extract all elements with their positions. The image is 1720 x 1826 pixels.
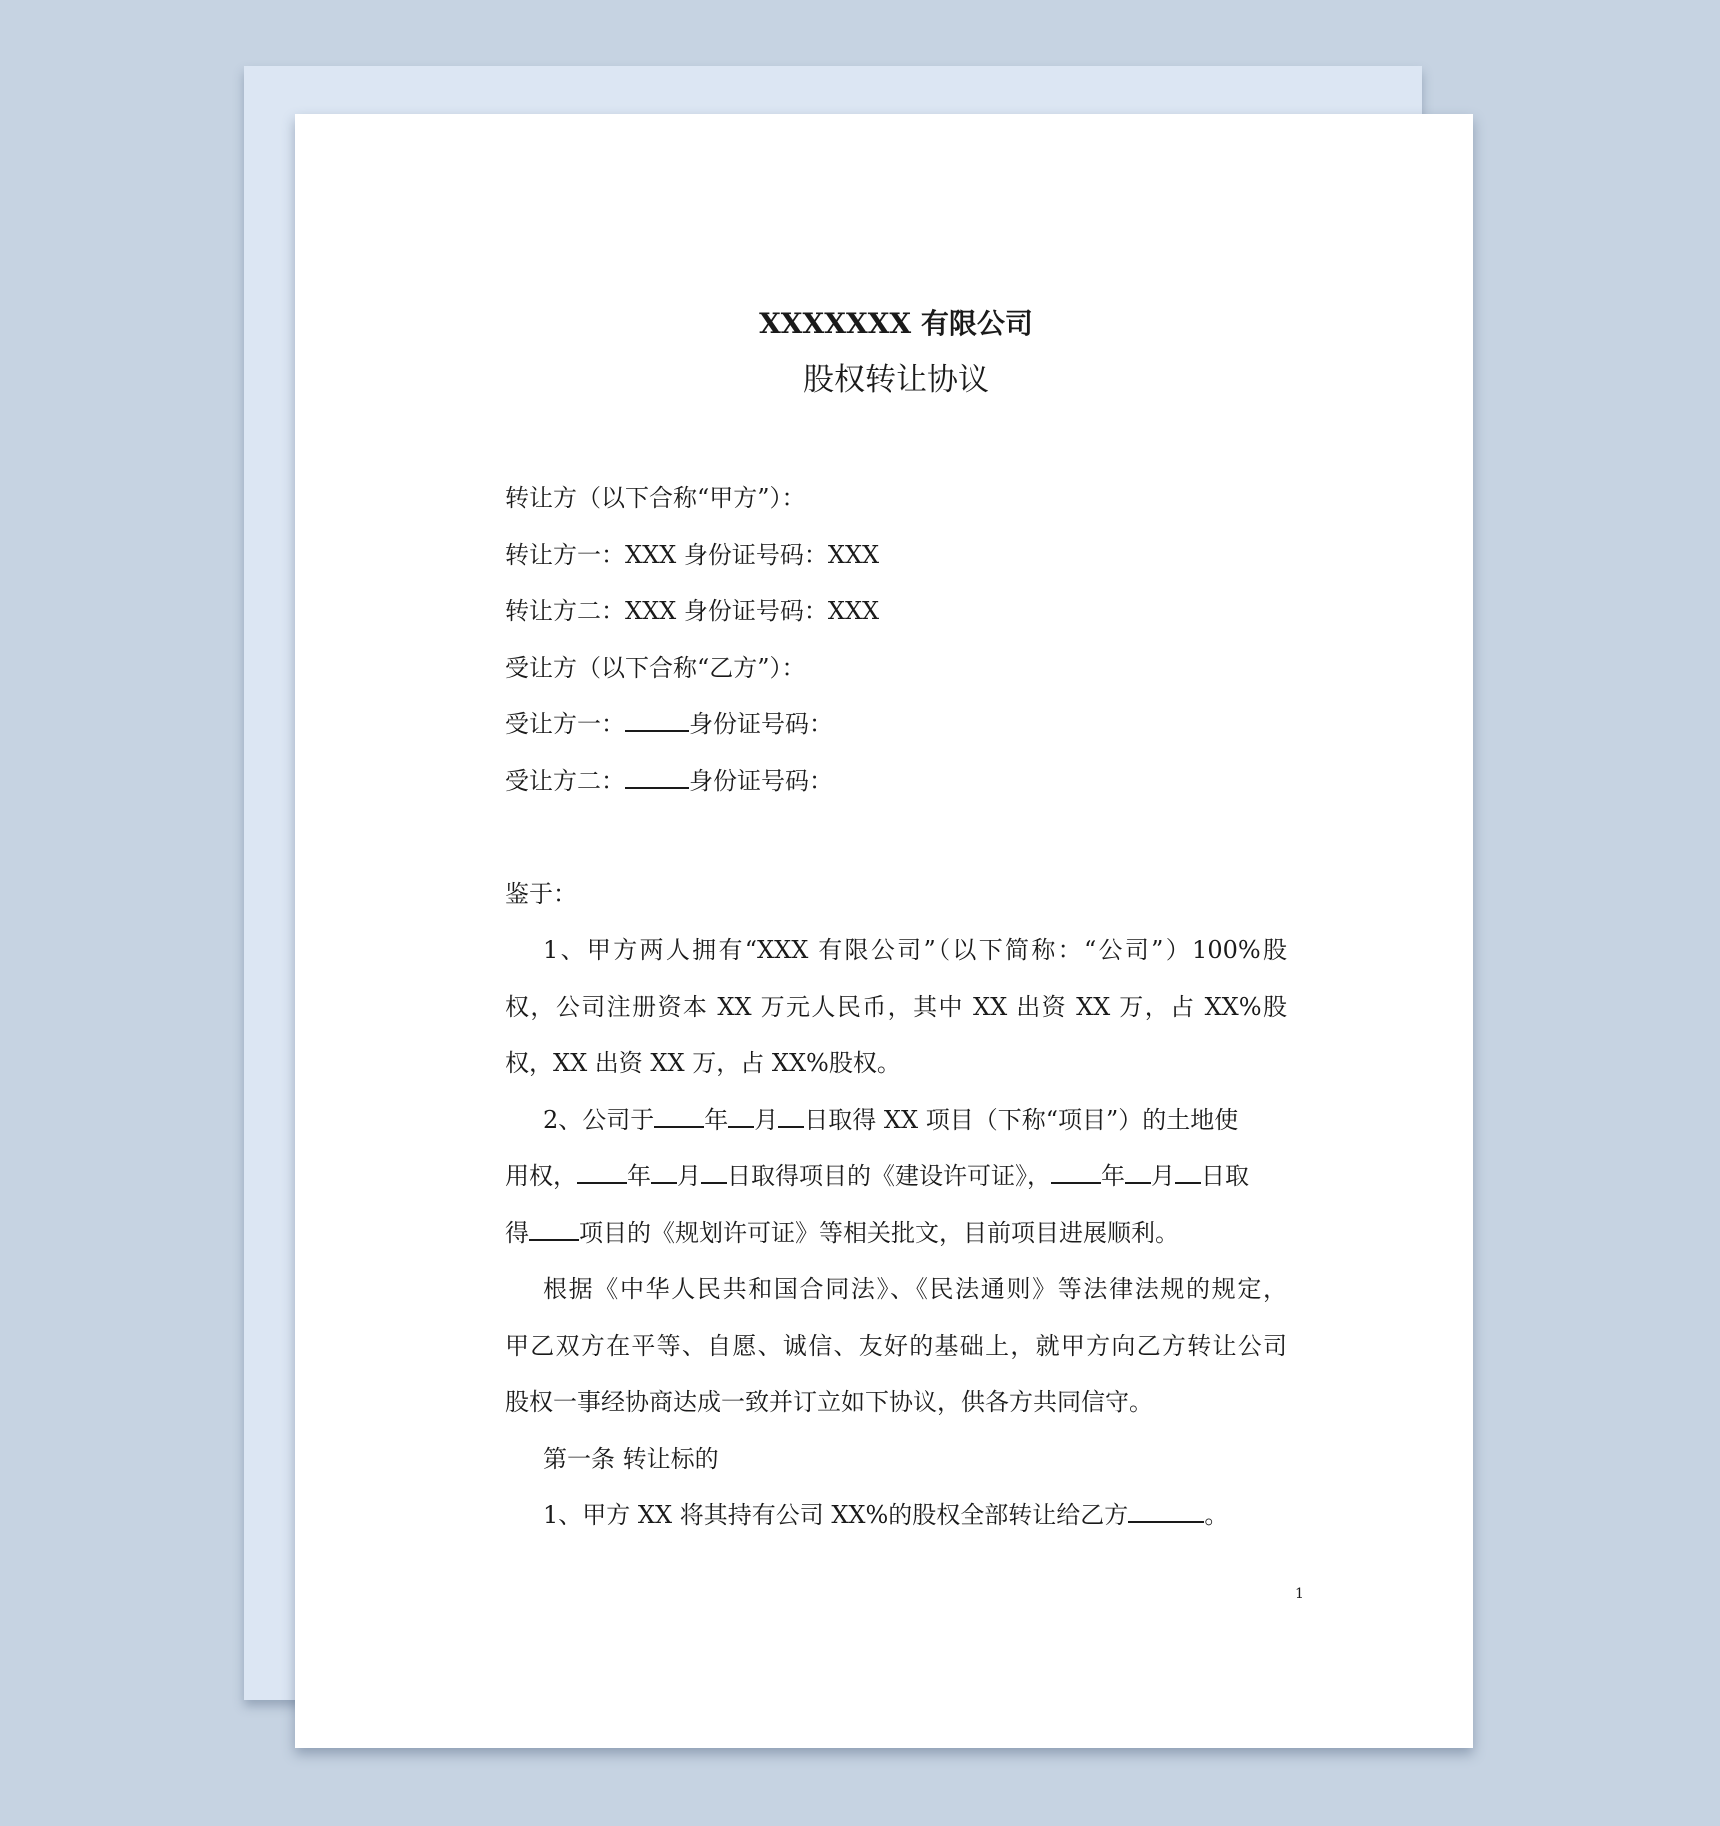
p2-text: 用权， [505, 1162, 577, 1190]
p2-text: 月 [1151, 1162, 1175, 1190]
transferee-1-id-label: 身份证号码： [689, 710, 833, 738]
article-1-item-1 [505, 1487, 1287, 1544]
p2-text: 2、公司于 [543, 1105, 655, 1134]
p2-text: 日取 [1201, 1162, 1249, 1190]
blank-line [654, 1106, 704, 1128]
paragraph-2-line-1 [505, 1092, 1287, 1149]
transferee-1-label: 受让方一： [505, 710, 625, 738]
paragraph-1 [505, 922, 1287, 1092]
document-title: 股权转让协议 [803, 362, 989, 398]
paragraph-1-line-3: 权，XX 出资 XX 万，占 XX%股权。 [505, 1049, 901, 1077]
article-1-title: 第一条 转让标的 [543, 1444, 719, 1473]
transferee-2-id-label: 身份证号码： [689, 766, 833, 795]
transferee-2-line [505, 753, 1287, 810]
blank-line [728, 1106, 754, 1128]
p2-text: 年 [1101, 1162, 1125, 1190]
transferor-2-line: 转让方二：XXX 身份证号码：XXX [505, 597, 880, 625]
p2-text: 项目的《规划许可证》等相关批文，目前项目进展顺利。 [579, 1218, 1179, 1247]
document-page [295, 114, 1473, 1748]
blank-line [625, 710, 689, 732]
blank-line [651, 1162, 677, 1184]
blank-line [1125, 1162, 1151, 1184]
blank-line [1128, 1501, 1204, 1523]
section-spacer [505, 809, 1287, 866]
page-number: 1 [1295, 1586, 1304, 1602]
parties-section [505, 470, 1287, 809]
p2-text: 月 [754, 1105, 779, 1134]
article-1-item-1-end: 。 [1204, 1501, 1229, 1529]
paragraph-3-line-3: 股权一事经协商达成一致并订立如下协议，供各方共同信守。 [505, 1388, 1153, 1416]
p2-text: 日取得 XX 项目（下称“项目”）的土地使 [804, 1105, 1239, 1134]
whereas-heading: 鉴于： [505, 879, 577, 908]
paragraph-3-line-2: 甲乙双方在平等、自愿、诚信、友好的基础上，就甲方向乙方转让公司 [505, 1331, 1287, 1360]
paragraph-2-line-2 [505, 1148, 1287, 1205]
transferor-heading: 转让方（以下合称“甲方”）： [505, 484, 806, 512]
blank-line [577, 1162, 627, 1184]
transferee-2-label: 受让方二： [505, 766, 625, 795]
p2-text: 年 [627, 1162, 651, 1190]
paragraph-2 [505, 1092, 1287, 1262]
blank-line [625, 767, 689, 789]
article-1-item-1-text: 1、甲方 XX 将其持有公司 XX%的股权全部转让给乙方 [543, 1501, 1129, 1529]
p2-text: 得 [505, 1218, 529, 1247]
paragraph-3-line-1: 根据《中华人民共和国合同法》、《民法通则》等法律法规的规定， [543, 1275, 1287, 1303]
blank-line [701, 1162, 727, 1184]
paragraph-2-line-3 [505, 1205, 1287, 1262]
paragraph-1-line-2: 权，公司注册资本 XX 万元人民币，其中 XX 出资 XX 万，占 XX%股 [505, 992, 1287, 1021]
transferor-1-line: 转让方一：XXX 身份证号码：XXX [505, 540, 880, 569]
p2-text: 日取得项目的《建设许可证》， [727, 1162, 1051, 1190]
company-title: XXXXXXX 有限公司 [759, 307, 1033, 340]
blank-line [1175, 1162, 1201, 1184]
transferee-1-line [505, 696, 1287, 753]
blank-line [1051, 1162, 1101, 1184]
blank-line [529, 1219, 579, 1241]
transferee-heading: 受让方（以下合称“乙方”）： [505, 653, 806, 682]
p2-text: 年 [704, 1105, 729, 1134]
document-body [505, 304, 1287, 1544]
p2-text: 月 [677, 1162, 701, 1190]
blank-line [778, 1106, 804, 1128]
paragraph-3 [505, 1261, 1287, 1431]
paragraph-1-line-1: 1、甲方两人拥有“XXX 有限公司”（以下简称：“公司”）100%股 [543, 936, 1287, 964]
